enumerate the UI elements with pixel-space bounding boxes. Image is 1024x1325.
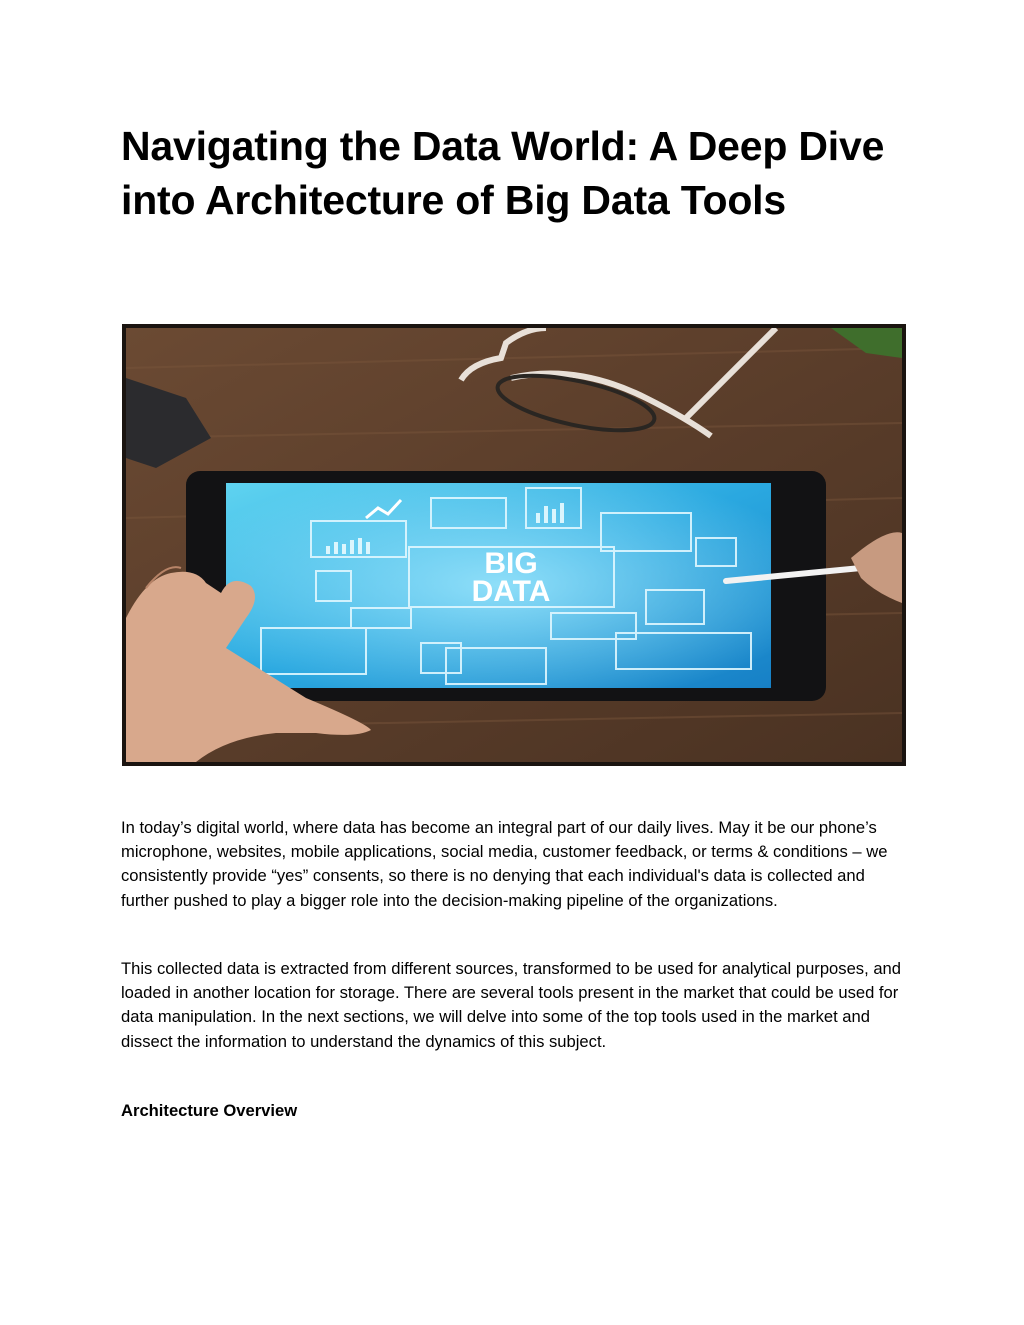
paragraph-data-tools: This collected data is extracted from different sources, transformed to be used for analytical purposes, and loaded in another location for storage. There are several tools present in the market that could be used for data manipulation. In the next sections, we will delve into some of the top tools used in the market and dissect the information to understand the dynamics of this subject. xyxy=(121,959,902,1051)
section-heading-architecture: Architecture Overview xyxy=(121,1101,298,1120)
screen-text-data: DATA xyxy=(471,575,551,608)
hero-image xyxy=(122,324,906,766)
paragraph-intro: In today’s digital world, where data has become an integral part of our daily lives. May it be our phone’s microphone, websites, mobile applications, social media, customer feedback, or terms & conditions – we consistently provide “yes” consents, so there is no denying that each individual's data is collected and further pushed to play a bigger role into the decision-making pipeline of the organizations. xyxy=(121,818,888,910)
screen-text-big: BIG xyxy=(484,547,538,580)
document-title: Navigating the Data World: A Deep Dive into Architecture of Big Data Tools xyxy=(121,123,885,223)
tablet-big-data-photo-icon xyxy=(126,328,902,762)
